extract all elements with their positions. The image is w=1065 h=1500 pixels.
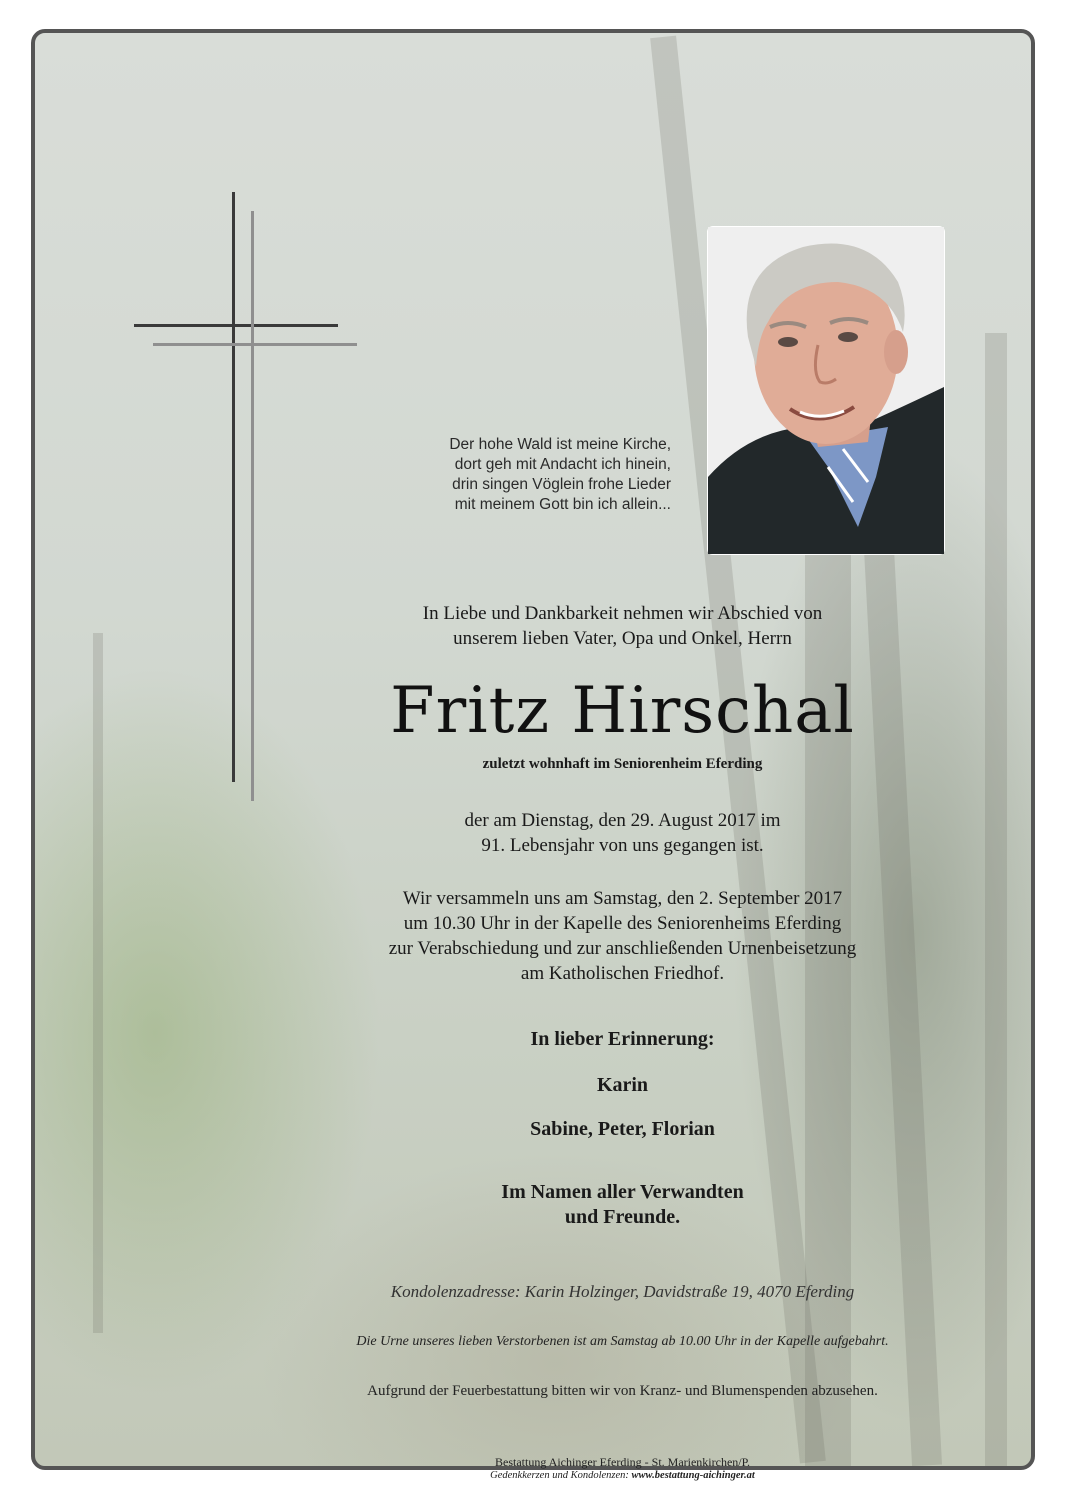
portrait-photo xyxy=(707,226,945,555)
website-line xyxy=(265,1470,980,1481)
portrait-illustration xyxy=(708,227,944,554)
condolence-address: Kondolenzadresse: Karin Holzinger, Davidstraße 19, 4070 Eferding xyxy=(390,1282,855,1301)
poem-line: mit meinem Gott bin ich allein... xyxy=(454,496,671,513)
poem-line: drin singen Vöglein frohe Lieder xyxy=(452,476,671,493)
background-tree-trunk xyxy=(93,633,103,1333)
service-text xyxy=(265,886,980,986)
death-text xyxy=(265,808,980,858)
website-link[interactable]: www.bestattung-aichinger.at xyxy=(631,1470,755,1481)
cross-vertical-dark xyxy=(232,192,235,782)
cross-vertical-light xyxy=(251,211,254,801)
service-line: um 10.30 Uhr in der Kapelle des Seniorenheims Eferding xyxy=(403,913,842,934)
poem-line: dort geh mit Andacht ich hinein, xyxy=(454,456,671,473)
poem-line: Der hohe Wald ist meine Kirche, xyxy=(449,436,671,453)
memory-name: Karin xyxy=(596,1074,649,1096)
deceased-name: Fritz Hirschal xyxy=(390,674,855,748)
funeral-company: Bestattung Aichinger Eferding - St. Marienkirchen/P. xyxy=(495,1455,750,1469)
memory-relatives xyxy=(265,1180,980,1230)
memory-name: Sabine, Peter, Florian xyxy=(530,1118,715,1140)
service-line: am Katholischen Friedhof. xyxy=(520,963,725,984)
obituary-card xyxy=(31,29,1035,1481)
poem xyxy=(375,435,671,515)
background-tree-trunk xyxy=(805,513,851,1466)
intro-text xyxy=(265,601,980,651)
residence-text: zuletzt wohnhaft im Seniorenheim Eferding xyxy=(482,756,763,772)
intro-line: unserem lieben Vater, Opa und Onkel, Herrn xyxy=(453,628,792,649)
urn-notice: Die Urne unseres lieben Verstorbenen ist am Samstag ab 10.00 Uhr in der Kapelle aufgebahrt. xyxy=(356,1334,889,1349)
death-line: 91. Lebensjahr von uns gegangen ist. xyxy=(481,835,764,856)
service-line: zur Verabschiedung und zur anschließenden Urnenbeisetzung xyxy=(388,938,857,959)
memory-relatives-line: und Freunde. xyxy=(564,1206,681,1228)
memory-title: In lieber Erinnerung: xyxy=(530,1028,715,1050)
death-line: der am Dienstag, den 29. August 2017 im xyxy=(464,810,781,831)
intro-line: In Liebe und Dankbarkeit nehmen wir Abschied von xyxy=(422,603,823,624)
cross-horizontal-dark xyxy=(134,324,338,327)
cross-horizontal-light xyxy=(153,343,357,346)
service-line: Wir versammeln uns am Samstag, den 2. September 2017 xyxy=(402,888,843,909)
website-label: Gedenkkerzen und Kondolenzen: xyxy=(490,1470,629,1481)
flowers-notice: Aufgrund der Feuerbestattung bitten wir von Kranz- und Blumenspenden abzusehen. xyxy=(367,1383,878,1399)
background-tree-trunk xyxy=(985,333,1007,1466)
memory-relatives-line: Im Namen aller Verwandten xyxy=(501,1181,744,1203)
